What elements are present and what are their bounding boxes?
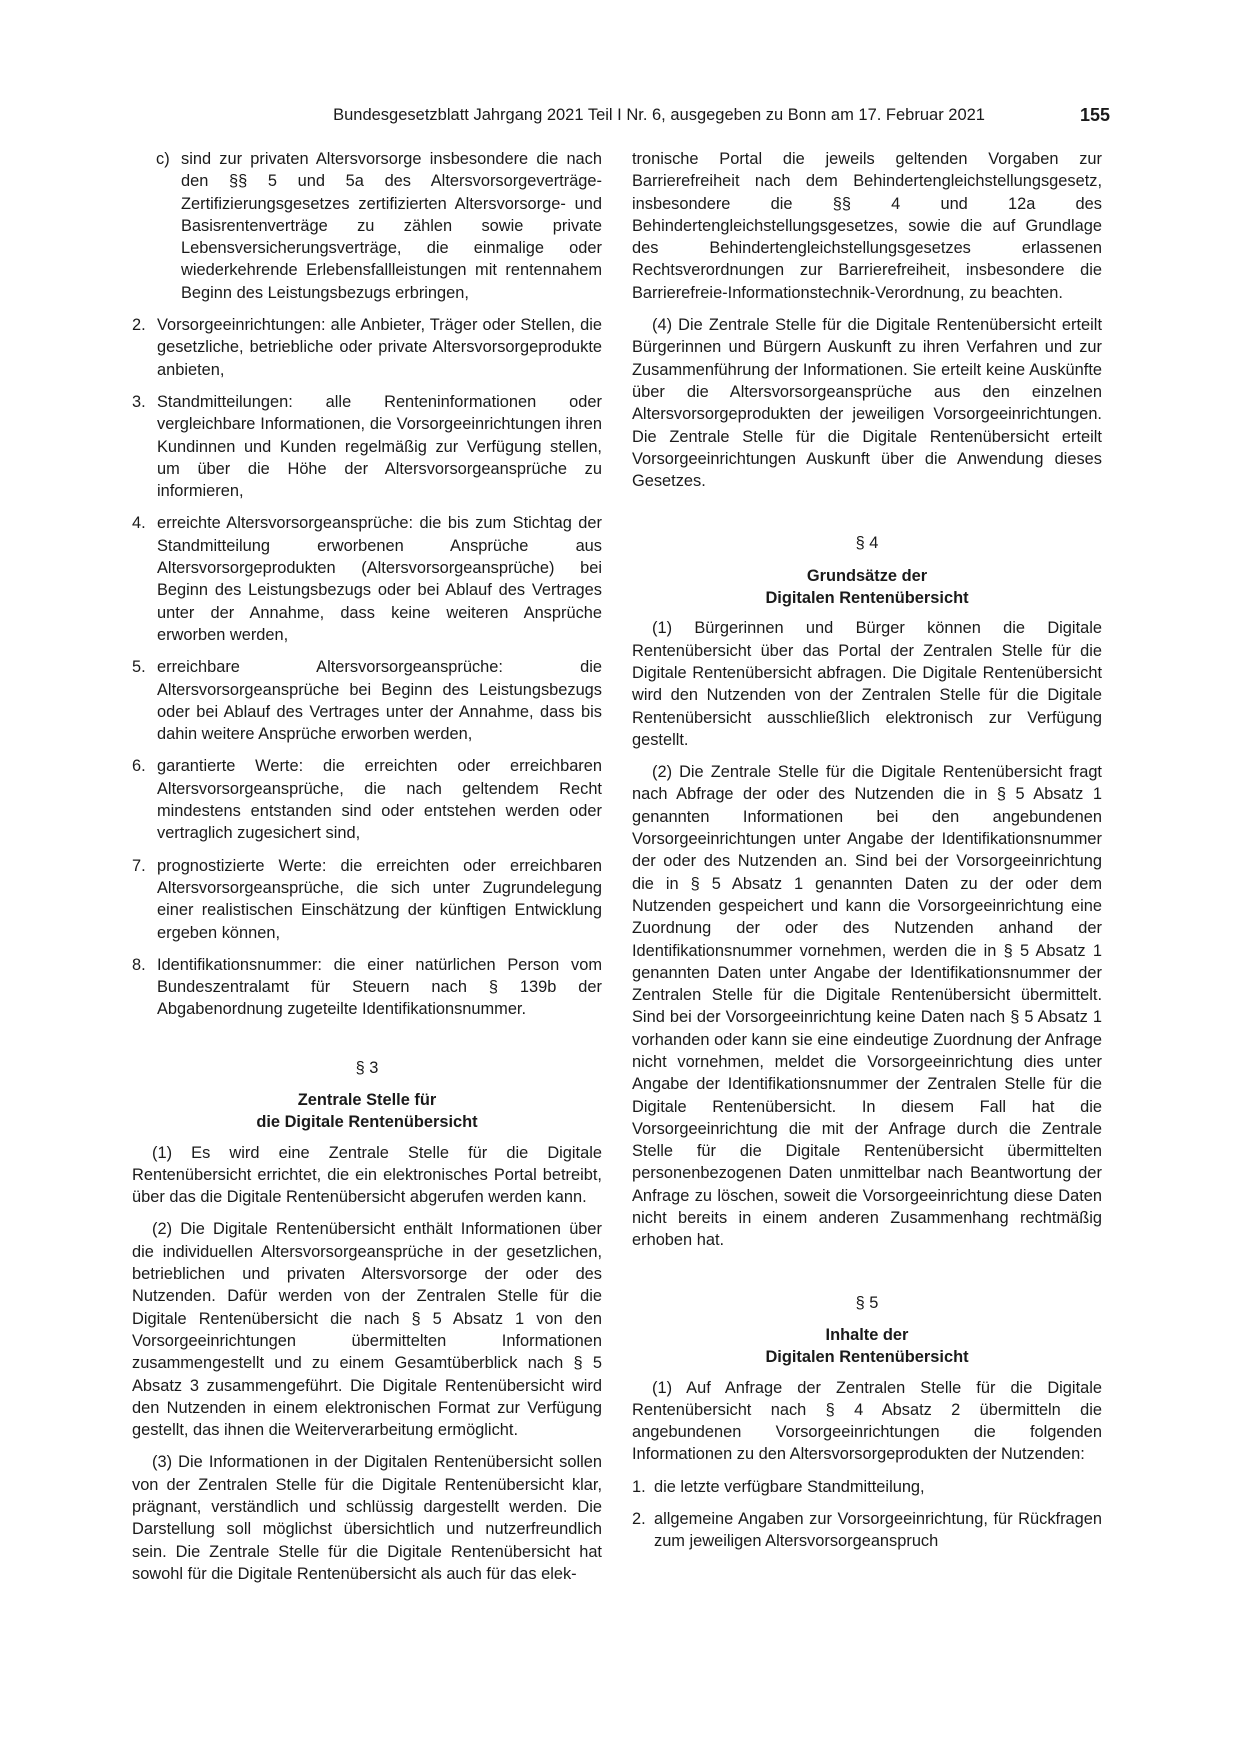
item-number: 3. — [132, 392, 146, 411]
item-text: die letzte verfügbare Standmitteilung, — [654, 1477, 925, 1496]
section-title-line: Inhalte der — [825, 1325, 909, 1344]
list-item — [132, 656, 602, 745]
item-text: prognostizierte Werte: die erreichten oder erreichbaren Altersvorsorgeansprüche, die sich unter Zugrundelegung einer realistischen Einschätzung der künftigen Entwicklung ergeben können, — [157, 856, 602, 942]
item-text: allgemeine Angaben zur Vorsorgeeinrichtung, für Rückfragen zum jeweiligen Altersvorsorgeanspruch — [654, 1510, 1102, 1551]
list-item — [132, 954, 602, 1021]
item-number: c) — [156, 150, 170, 168]
list-item — [132, 512, 602, 646]
list-item — [132, 855, 602, 944]
item-number: 8. — [132, 955, 146, 974]
left-column — [132, 148, 602, 1585]
section-number: § 5 — [855, 1293, 879, 1312]
list-item — [132, 755, 602, 844]
paragraph: (3) Die Informationen in der Digitalen Rentenübersicht sollen von der Zentralen Stelle für die Digitale Rentenübersicht klar, prägnant, verständlich und schlüssig dargestellt werden. Die Darstellung soll möglichst übersichtlich und nutzerfreundlich sein. Die Zentrale Stelle für die Digitale Rentenübersicht hat sowohl für die Digitale Rentenübersicht als auch für das elek- — [132, 1453, 602, 1583]
section-title-line: die Digitale Rentenübersicht — [256, 1113, 478, 1132]
section-title — [632, 565, 1102, 610]
list-item — [632, 1508, 1102, 1553]
item-number: 4. — [132, 514, 146, 533]
list-item — [632, 1476, 1102, 1498]
gazette-title: Bundesgesetzblatt Jahrgang 2021 Teil I Nr. 6, ausgegeben zu Bonn am 17. Februar 2021 — [333, 106, 985, 124]
item-number: 7. — [132, 856, 146, 875]
list-item — [132, 391, 602, 502]
section-title-line: Grundsätze der — [806, 566, 928, 585]
section-title — [132, 1089, 602, 1134]
paragraph: (1) Bürgerinnen und Bürger können die Digitale Rentenübersicht über das Portal der Zentralen Stelle für die Digitale Rentenübersicht abfragen. Die Digitale Rentenübersicht wird den Nutzenden von der Zentralen Stelle für die Digitale Rentenübersicht ausschließlich elektronisch zur Verfügung gestellt. — [632, 619, 1102, 749]
section-title-line: Zentrale Stelle für — [297, 1090, 437, 1109]
right-column — [632, 148, 1102, 1553]
paragraph: (2) Die Digitale Rentenübersicht enthält Informationen über die individuellen Altersvorsorgeansprüche in der gesetzlichen, betrieblichen und privaten Altersvorsorge der oder des Nutzenden. Dafür werden von der Zentralen Stelle für die Digitale Rentenübersicht die nach § 5 Absatz 1 von den Vorsorgeeinrichtungen übermittelten Informationen zusammengestellt und zu einem Gesamtüberblick nach § 5 Absatz 3 zusammengeführt. Die Digitale Rentenübersicht wird den Nutzenden in einem elektronischen Format zur Verfügung gestellt, das ihnen die Weiterverarbeitung ermöglicht. — [132, 1220, 602, 1440]
item-text: Standmitteilungen: alle Renteninformationen oder vergleichbare Informationen, die Vorsorgeeinrichtungen ihren Kundinnen und Kunden regelmäßig zur Verfügung stellen, um über die Höhe der Altersvorsorgeansprüche zu informieren, — [157, 392, 602, 501]
paragraph: (1) Auf Anfrage der Zentralen Stelle für die Digitale Rentenübersicht nach § 4 Absatz 2 übermitteln die angebundenen Vorsorgeeinrichtungen die folgenden Informationen zu den Altersvorsorgeprodukten der Nutzenden: — [632, 1378, 1102, 1464]
list-item — [156, 148, 602, 304]
item-text: Identifikationsnummer: die einer natürlichen Person vom Bundeszentralamt für Steuern nach § 139b der Abgabenordnung zugeteilte Identifikationsnummer. — [157, 955, 602, 1019]
item-text: erreichbare Altersvorsorgeansprüche: die Altersvorsorgeansprüche bei Beginn des Leistungsbezugs oder bei Ablauf des Vertrages unter der Annahme, dass bis dahin weitere Ansprüche erworben werden, — [157, 658, 602, 744]
section-title-line: Digitalen Rentenübersicht — [765, 1348, 969, 1367]
section-number: § 4 — [855, 534, 879, 553]
page-number: 155 — [1079, 105, 1110, 125]
item-text: garantierte Werte: die erreichten oder erreichbaren Altersvorsorgeansprüche, die nach geltendem Recht mindestens entstanden sind oder entstehen werden oder vertraglich zugesichert sind, — [157, 757, 602, 843]
item-number: 6. — [132, 757, 146, 776]
page-header — [250, 100, 1110, 130]
section-title-line: Digitalen Rentenübersicht — [765, 589, 969, 608]
section-number: § 3 — [355, 1058, 379, 1077]
section-title — [632, 1324, 1102, 1369]
item-number: 2. — [632, 1510, 646, 1529]
item-text: Vorsorgeeinrichtungen: alle Anbieter, Träger oder Stellen, die gesetzliche, betriebliche oder private Altersvorsorgeprodukte anbieten, — [157, 316, 602, 379]
list-item — [132, 314, 602, 381]
paragraph: (1) Es wird eine Zentrale Stelle für die Digitale Rentenübersicht errichtet, die ein elektronisches Portal betreibt, über das die Digitale Rentenübersicht abgerufen werden kann. — [132, 1143, 602, 1207]
item-number: 1. — [632, 1477, 646, 1496]
item-text: sind zur privaten Altersvorsorge insbesondere die nach den §§ 5 und 5a des Altersvorsorgeverträge-Zertifizierungsgesetzes zertifizierten Altersvorsorge- und Basisrentenverträge zu zählen sowie private Lebensversicherungsverträge, die einmalige oder wiederkehrende Erlebensfallleistungen mit rentennahem Beginn des Leistungsbezugs erbringen, — [181, 150, 602, 302]
paragraph: (2) Die Zentrale Stelle für die Digitale Rentenübersicht fragt nach Abfrage der oder des Nutzenden die in § 5 Absatz 1 genannten Informationen bei den angebundenen Vorsorgeeinrichtungen unter Angabe der Identifikationsnummer der oder des Nutzenden an. Sind bei der Vorsorgeeinrichtung die in § 5 Absatz 1 genannten Daten zu der oder dem Nutzenden gespeichert und kann die Vorsorgeeinrichtung eine Zuordnung der oder des Nutzenden anhand der Identifikationsnummer vornehmen, werden die in § 5 Absatz 1 genannten Daten unter Angabe der Identifikationsnummer der Zentralen Stelle für die Digitale Rentenübersicht übermittelt. Sind bei der Vorsorgeeinrichtung keine Daten nach § 5 Absatz 1 vorhanden oder kann sie eine eindeutige Zuordnung der Anfrage nicht vornehmen, meldet die Vorsorgeeinrichtung dies unter Angabe der Identifikationsnummer der Zentralen Stelle für die Digitale Rentenübersicht. In diesem Fall hat die Vorsorgeeinrichtung die mit der Anfrage durch die Zentrale Stelle für die Digitale Rentenübersicht übermittelten personenbezogenen Daten unmittelbar nach Beantwortung der Anfrage zu löschen, soweit die Vorsorgeeinrichtung diese Daten nicht bereits in einem anderen Zusammenhang rechtmäßig erhoben hat. — [632, 763, 1102, 1250]
item-number: 5. — [132, 658, 146, 677]
item-text: erreichte Altersvorsorgeansprüche: die bis zum Stichtag der Standmitteilung erworbenen Ansprüche aus Altersvorsorgeprodukten (Altersvorsorgeansprüche) bei Beginn des Leistungsbezugs oder bei Ablauf des Vertrages unter der Annahme, dass keine weiteren Ansprüche erworben werden, — [157, 514, 602, 644]
paragraph: (4) Die Zentrale Stelle für die Digitale Rentenübersicht erteilt Bürgerinnen und Bürgern Auskunft zu ihren Verfahren und zur Zusammenführung der Informationen. Sie erteilt keine Auskünfte über die Altersvorsorgeansprüche aus den einzelnen Altersvorsorgeprodukten der jeweiligen Vorsorgeeinrichtungen. Die Zentrale Stelle für die Digitale Rentenübersicht erteilt Vorsorgeeinrichtungen Auskunft über die Anwendung dieses Gesetzes. — [632, 316, 1102, 491]
item-number: 2. — [132, 316, 146, 335]
paragraph-continuation: tronische Portal die jeweils geltenden Vorgaben zur Barrierefreiheit nach dem Behindertengleichstellungsgesetz, insbesondere die §§ 4 und 12a des Behindertengleichstellungsgesetzes, sowie die auf Grundlage des Behindertengleichstellungsgesetzes erlassenen Rechtsverordnungen zur Barrierefreiheit, insbesondere die Barrierefreie-Informationstechnik-Verordnung, zu beachten. — [632, 150, 1102, 302]
